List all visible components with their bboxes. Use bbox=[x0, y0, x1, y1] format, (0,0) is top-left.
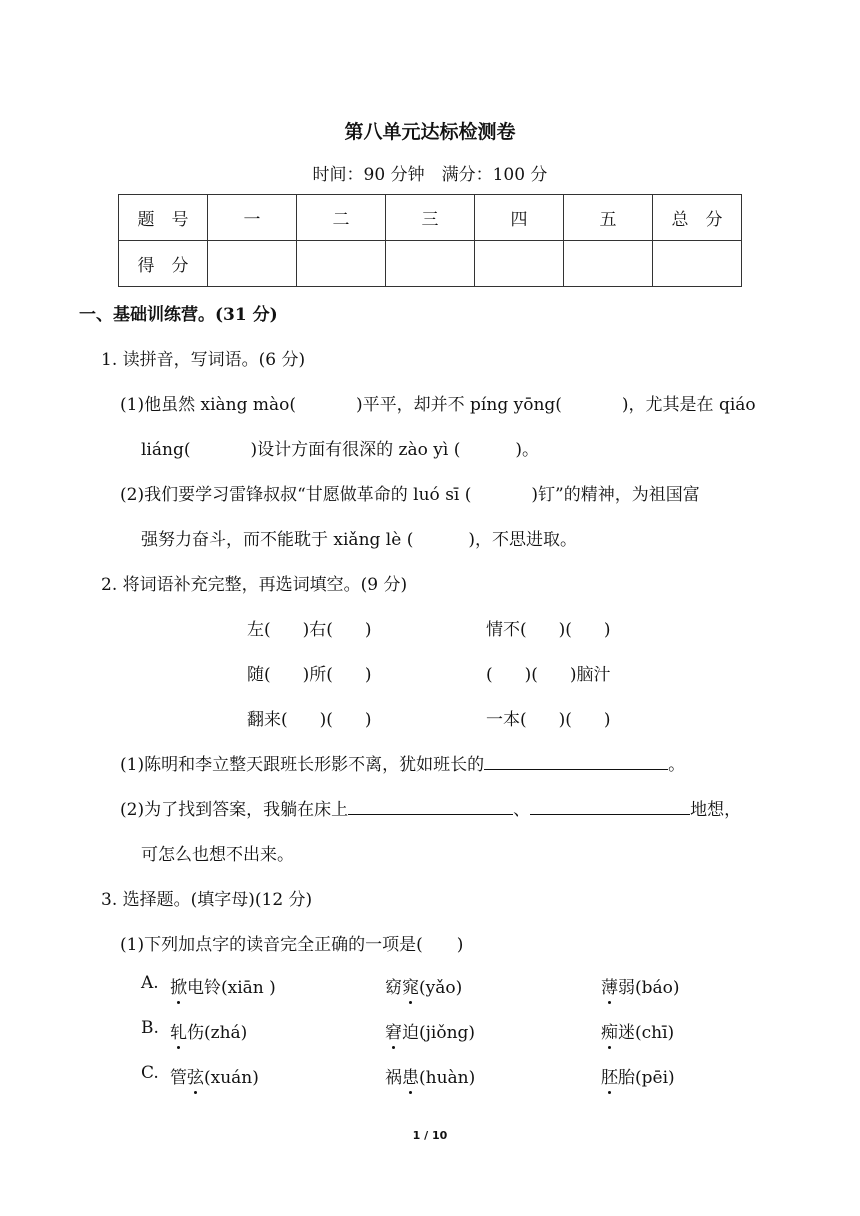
dotted-char: 痴 bbox=[601, 1018, 618, 1043]
option-item bbox=[601, 973, 680, 998]
text: 电铃(xiān ) bbox=[187, 978, 276, 998]
text: )。 bbox=[515, 440, 539, 460]
score-input-cell[interactable] bbox=[475, 241, 564, 287]
answer-line[interactable] bbox=[348, 800, 513, 815]
text: )，尤其是在 qiáo bbox=[621, 395, 756, 415]
score-input-cell[interactable] bbox=[564, 241, 653, 287]
score-input-cell[interactable] bbox=[297, 241, 386, 287]
text: 情不( bbox=[486, 620, 527, 640]
score-table bbox=[118, 194, 742, 287]
text: (1)陈明和李立整天跟班长形影不离，犹如班长的 bbox=[120, 755, 485, 775]
score-cell: 题 号 bbox=[119, 195, 208, 241]
text: )右( bbox=[302, 620, 333, 640]
text: ) bbox=[603, 710, 611, 730]
text: (2)我们要学习雷锋叔叔“甘愿做革命的 luó sī ( bbox=[120, 485, 472, 505]
dotted-char: 胚 bbox=[601, 1063, 618, 1088]
text: 弱(báo) bbox=[618, 978, 680, 998]
fill-sentence-2 bbox=[120, 795, 741, 820]
text: )脑汁 bbox=[569, 665, 611, 685]
question-3-sub-1: (1)下列加点字的读音完全正确的一项是( ) bbox=[120, 935, 464, 955]
option-item bbox=[170, 1018, 247, 1043]
score-input-cell[interactable] bbox=[653, 241, 742, 287]
score-cell: 二 bbox=[297, 195, 386, 241]
dotted-char: 患 bbox=[402, 1063, 419, 1088]
question-1-line-2 bbox=[141, 435, 539, 460]
score-cell: 得 分 bbox=[119, 241, 208, 287]
dotted-char: 掀 bbox=[170, 973, 187, 998]
question-1-line-1 bbox=[120, 390, 756, 415]
dotted-char: 窘 bbox=[385, 1018, 402, 1043]
option-item bbox=[170, 1063, 259, 1088]
text: 左( bbox=[247, 620, 271, 640]
answer-line[interactable] bbox=[484, 755, 668, 770]
page-title: 第八单元达标检测卷 bbox=[344, 121, 516, 143]
text: ) bbox=[364, 665, 372, 685]
option-item bbox=[385, 1018, 475, 1043]
fill-sentence-1 bbox=[120, 750, 685, 775]
text: liáng( bbox=[141, 440, 191, 460]
idiom-item bbox=[486, 660, 611, 685]
text: 一本( bbox=[486, 710, 527, 730]
option-label[interactable]: B. bbox=[141, 1018, 159, 1038]
text: )( bbox=[558, 620, 572, 640]
text: )所( bbox=[302, 665, 333, 685]
text: ( bbox=[486, 665, 493, 685]
question-1-line-3 bbox=[120, 480, 700, 505]
score-cell: 三 bbox=[386, 195, 475, 241]
text: 伤(zhá) bbox=[187, 1023, 248, 1043]
score-cell: 四 bbox=[475, 195, 564, 241]
option-label[interactable]: C. bbox=[141, 1063, 159, 1083]
option-item bbox=[385, 973, 462, 998]
idiom-item bbox=[486, 705, 611, 730]
idiom-item bbox=[247, 660, 372, 685]
question-1-line-4 bbox=[141, 525, 577, 550]
text: ) bbox=[603, 620, 611, 640]
dotted-char: 弦 bbox=[187, 1063, 204, 1088]
text: 随( bbox=[247, 665, 271, 685]
dotted-char: 轧 bbox=[170, 1018, 187, 1043]
score-cell: 总 分 bbox=[653, 195, 742, 241]
text: (2)为了找到答案，我躺在床上 bbox=[120, 800, 349, 820]
answer-line[interactable] bbox=[530, 800, 690, 815]
text: ) bbox=[364, 620, 372, 640]
score-cell: 五 bbox=[564, 195, 653, 241]
fill-sentence-2-cont: 可怎么也想不出来。 bbox=[141, 845, 294, 865]
text: (huàn) bbox=[419, 1068, 476, 1088]
text: 翻来( bbox=[247, 710, 288, 730]
score-input-cell[interactable] bbox=[208, 241, 297, 287]
exam-info: 时间：90 分钟 满分：100 分 bbox=[312, 165, 548, 185]
text: 迫(jiǒng) bbox=[402, 1023, 476, 1043]
option-item bbox=[601, 1018, 674, 1043]
text: ) bbox=[364, 710, 372, 730]
option-item bbox=[601, 1063, 675, 1088]
option-item bbox=[170, 973, 276, 998]
text: (yǎo) bbox=[419, 978, 463, 998]
text: 、 bbox=[513, 800, 531, 820]
text: (xuán) bbox=[204, 1068, 259, 1088]
text: 地想， bbox=[690, 800, 742, 820]
dotted-char: 薄 bbox=[601, 973, 618, 998]
text: 胎(pēi) bbox=[618, 1068, 675, 1088]
score-table-header-row bbox=[119, 195, 742, 241]
section-heading-text: 一、基础训练营。(31 分) bbox=[79, 305, 278, 325]
text: 祸 bbox=[385, 1068, 402, 1088]
text: 。 bbox=[668, 755, 686, 775]
idiom-item bbox=[486, 615, 611, 640]
text: 管 bbox=[170, 1068, 187, 1088]
text: )( bbox=[319, 710, 333, 730]
text: )钉”的精神，为祖国富 bbox=[531, 485, 700, 505]
text: )( bbox=[524, 665, 538, 685]
page-number: 1 / 10 bbox=[412, 1129, 448, 1142]
text: )平平，却并不 píng yōng( bbox=[356, 395, 562, 415]
text: 强努力奋斗，而不能耽于 xiǎng lè ( bbox=[141, 530, 414, 550]
question-2-title: 2. 将词语补充完整，再选词填空。(9 分) bbox=[101, 575, 408, 595]
question-3-title: 3. 选择题。(填字母)(12 分) bbox=[101, 890, 313, 910]
option-label[interactable]: A. bbox=[141, 973, 159, 993]
question-1-title: 1. 读拼音，写词语。(6 分) bbox=[101, 350, 306, 370]
text: )( bbox=[558, 710, 572, 730]
text: 迷(chī) bbox=[618, 1023, 675, 1043]
text: )设计方面有很深的 zào yì ( bbox=[250, 440, 461, 460]
option-item bbox=[385, 1063, 475, 1088]
dotted-char: 窕 bbox=[402, 973, 419, 998]
text: )，不思进取。 bbox=[468, 530, 577, 550]
idiom-item bbox=[247, 615, 372, 640]
text: 窈 bbox=[385, 978, 402, 998]
text: (1)他虽然 xiàng mào( bbox=[120, 395, 297, 415]
score-input-cell[interactable] bbox=[386, 241, 475, 287]
idiom-item bbox=[247, 705, 372, 730]
score-table-score-row bbox=[119, 241, 742, 287]
section-heading bbox=[79, 300, 278, 325]
score-cell: 一 bbox=[208, 195, 297, 241]
